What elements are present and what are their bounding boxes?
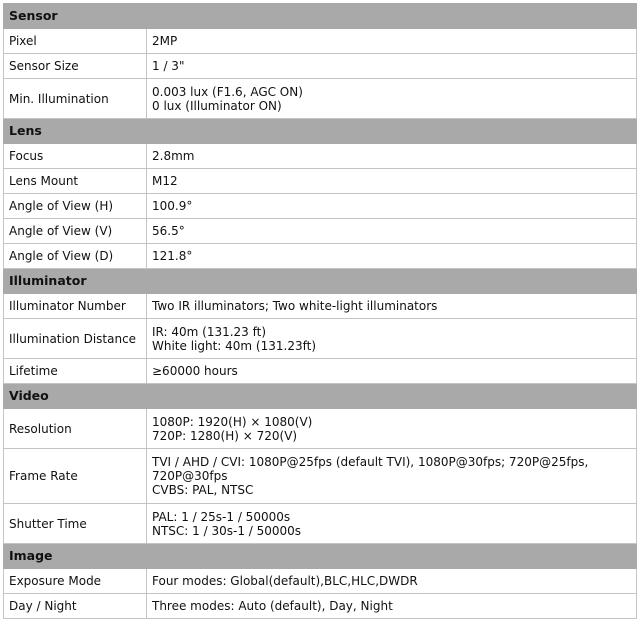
spec-label: Lifetime bbox=[4, 359, 147, 384]
spec-row-angle-of-view-h bbox=[4, 194, 637, 219]
spec-label: Illumination Distance bbox=[4, 319, 147, 359]
spec-row-lifetime bbox=[4, 359, 637, 384]
spec-row-sensor-size bbox=[4, 54, 637, 79]
spec-value-line: 720P@30fps bbox=[152, 469, 228, 483]
spec-row-focus bbox=[4, 144, 637, 169]
section-header-sensor bbox=[4, 4, 637, 29]
spec-value-line: PAL: 1 / 25s-1 / 50000s bbox=[152, 509, 291, 524]
spec-value-line: 1 / 3" bbox=[152, 59, 185, 73]
spec-value bbox=[147, 79, 637, 119]
spec-value bbox=[147, 409, 637, 449]
spec-value bbox=[147, 144, 637, 169]
spec-row-shutter-time bbox=[4, 504, 637, 544]
spec-value-line: 2.8mm bbox=[152, 149, 195, 163]
spec-label: Resolution bbox=[4, 409, 147, 449]
spec-value-line: TVI / AHD / CVI: 1080P@25fps (default TVI), 1080P@30fps; 720P@25fps, bbox=[152, 455, 589, 469]
spec-row-min-illumination bbox=[4, 79, 637, 119]
spec-value-line: IR: 40m (131.23 ft) bbox=[152, 324, 267, 339]
section-title: Lens bbox=[4, 119, 637, 144]
spec-value bbox=[147, 194, 637, 219]
spec-value bbox=[147, 29, 637, 54]
spec-value bbox=[147, 504, 637, 544]
section-header-illuminator bbox=[4, 269, 637, 294]
spec-value bbox=[147, 54, 637, 79]
section-title: Image bbox=[4, 544, 637, 569]
spec-value-line: 720P: 1280(H) × 720(V) bbox=[152, 428, 298, 443]
spec-row-illuminator-number bbox=[4, 294, 637, 319]
spec-row-illumination-distance bbox=[4, 319, 637, 359]
spec-row-resolution bbox=[4, 409, 637, 449]
spec-label: Lens Mount bbox=[4, 169, 147, 194]
spec-label: Angle of View (D) bbox=[4, 244, 147, 269]
section-header-lens bbox=[4, 119, 637, 144]
section-header-video bbox=[4, 384, 637, 409]
spec-value bbox=[147, 219, 637, 244]
spec-value-line: 121.8° bbox=[152, 249, 193, 263]
spec-label: Shutter Time bbox=[4, 504, 147, 544]
spec-value bbox=[147, 359, 637, 384]
spec-label: Illuminator Number bbox=[4, 294, 147, 319]
spec-table bbox=[3, 3, 637, 619]
section-title: Illuminator bbox=[4, 269, 637, 294]
spec-label: Angle of View (V) bbox=[4, 219, 147, 244]
spec-value bbox=[147, 569, 637, 594]
spec-row-pixel bbox=[4, 29, 637, 54]
spec-value bbox=[147, 244, 637, 269]
spec-value-line: Three modes: Auto (default), Day, Night bbox=[152, 599, 393, 613]
spec-value-line: Four modes: Global(default),BLC,HLC,DWDR bbox=[152, 574, 418, 588]
section-title: Sensor bbox=[4, 4, 637, 29]
spec-label: Sensor Size bbox=[4, 54, 147, 79]
spec-label: Day / Night bbox=[4, 594, 147, 619]
spec-label: Exposure Mode bbox=[4, 569, 147, 594]
spec-value bbox=[147, 594, 637, 619]
spec-value-line: Two IR illuminators; Two white-light illuminators bbox=[152, 299, 438, 313]
spec-label: Angle of View (H) bbox=[4, 194, 147, 219]
spec-row-angle-of-view-d bbox=[4, 244, 637, 269]
spec-row-day-night bbox=[4, 594, 637, 619]
spec-value-line: 56.5° bbox=[152, 224, 185, 238]
spec-value-line: CVBS: PAL, NTSC bbox=[152, 483, 254, 497]
spec-label: Frame Rate bbox=[4, 449, 147, 504]
spec-value bbox=[147, 449, 637, 504]
spec-row-lens-mount bbox=[4, 169, 637, 194]
section-title: Video bbox=[4, 384, 637, 409]
spec-value-line: 1080P: 1920(H) × 1080(V) bbox=[152, 414, 313, 429]
spec-value-line: 0.003 lux (F1.6, AGC ON) bbox=[152, 84, 303, 99]
spec-value-line: White light: 40m (131.23ft) bbox=[152, 338, 317, 353]
spec-row-angle-of-view-v bbox=[4, 219, 637, 244]
section-header-image bbox=[4, 544, 637, 569]
spec-label: Pixel bbox=[4, 29, 147, 54]
spec-value-line: ≥60000 hours bbox=[152, 364, 238, 378]
spec-value bbox=[147, 294, 637, 319]
spec-value-line: M12 bbox=[152, 174, 178, 188]
spec-value-line: NTSC: 1 / 30s-1 / 50000s bbox=[152, 523, 302, 538]
spec-value-line: 0 lux (Illuminator ON) bbox=[152, 98, 282, 113]
spec-row-exposure-mode bbox=[4, 569, 637, 594]
spec-value-line: 100.9° bbox=[152, 199, 193, 213]
spec-value bbox=[147, 319, 637, 359]
spec-label: Min. Illumination bbox=[4, 79, 147, 119]
spec-value-line: 2MP bbox=[152, 34, 178, 48]
spec-row-frame-rate bbox=[4, 449, 637, 504]
spec-label: Focus bbox=[4, 144, 147, 169]
spec-value bbox=[147, 169, 637, 194]
